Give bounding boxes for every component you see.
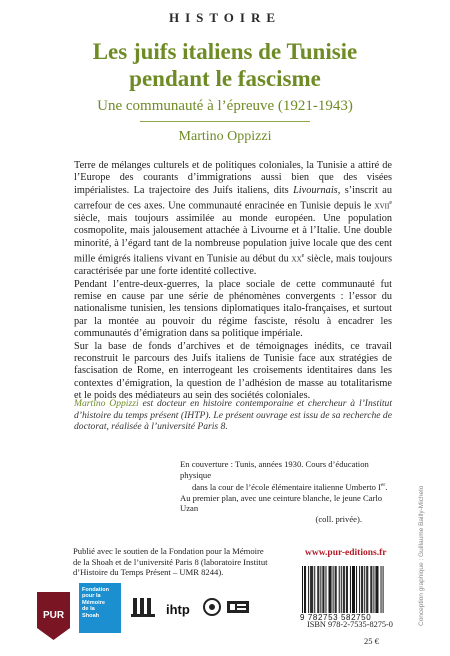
author-name: Martino Oppizzi xyxy=(178,129,272,144)
barcode-bar xyxy=(356,566,357,613)
description-paragraph-1: Terre de mélanges culturels et de politiques coloniales, la Tunisie a attiré de l’Europe des courants d’immigrations aussi bien que des visées impérialistes. La trajectoire des Juifs italiens, dits Livournais, s’inscrit au carrefour de ces axes. Une communauté enracinée en Tunisie depuis le xvii$^e$ siècle, mais toujours assimilée au monde européen. Une population cosmopolite, mais jalousement attachée à Livourne et à l’Italie. Une double minorité, à l’égard tant de la nombreuse population juive locale que des cent mille émigrés italiens vivant en Tunisie au début du $xx^e$ siècle, mais toujours caractérisée par une forte identité collective. xyxy=(74,160,392,278)
barcode-bar xyxy=(302,566,303,613)
barcode-bar xyxy=(347,566,348,613)
barcode-bar xyxy=(318,566,319,613)
barcode-bar xyxy=(322,566,323,613)
barcode-bar xyxy=(325,566,326,613)
barcode-bar xyxy=(377,566,378,613)
barcode-bar xyxy=(320,566,321,613)
barcode-bar xyxy=(362,566,363,613)
price: 25 € xyxy=(364,636,379,646)
barcode-bar xyxy=(314,566,315,613)
ihtp-logo: ihtp xyxy=(166,602,190,617)
pur-logo xyxy=(37,592,70,640)
cover-photo-credit: En couverture : Tunis, années 1930. Cours d’éducation physique dans la cour de l’école élémentaire italienne Umberto Ier. Au premier plan, avec une ceinture blanche, le jeune Carlo Uzan (coll. privée). xyxy=(180,459,388,524)
description-paragraph-3: Sur la base de fonds d’archives et de témoignages inédits, ce travail reconstruit le parcours des Juifs italiens de Tunisie face aux stratégies de fascisation de Rome, en interrogeant les croisements identitaires dans les contextes d’émigration, la question de l’adhésion de masse au totalitarisme et le poids des médiateurs au sein des sociétés coloniales. xyxy=(74,340,392,402)
barcode-bar xyxy=(335,566,336,613)
graphic-design-credit: Conception graphique : Guillaume Bailly-Michelo xyxy=(418,485,425,626)
cnrs-logo xyxy=(203,596,221,618)
barcode-bar xyxy=(329,566,330,613)
barcode xyxy=(300,566,386,613)
barcode-bar xyxy=(352,566,353,613)
bio-author-name: Martino Oppizzi xyxy=(74,398,139,409)
barcode-bar xyxy=(371,566,372,613)
funding-notice: Publié avec le soutien de la Fondation pour la Mémoire de la Shoah et de l’université Paris 8 (laboratoire Institut d’Histoire du Temps Présent – UMR 8244). xyxy=(73,546,268,578)
barcode-bar xyxy=(305,566,306,613)
author-bio: Martino Oppizzi est docteur en histoire contemporaine et chercheur à l’Institut d’histoire du temps présent (IHTP). Le présent ouvrage est issu de sa recherche de doctorat, réalisée à l’université Paris 8. xyxy=(74,398,392,433)
title-divider xyxy=(140,121,310,122)
svg-text:PUR: PUR xyxy=(42,610,65,621)
description-paragraph-2: Pendant l’entre-deux-guerres, la place sociale de cette communauté fut remise en cause par une série de phénomènes convergents : l’essor du nationalisme tunisien, les tensions diplomatiques italo-françaises, et surtout par la montée au pouvoir du régime fasciste, résolu à encadrer les communautés d’émigration dans sa politique impériale. xyxy=(74,278,392,340)
barcode-bar xyxy=(350,566,351,613)
barcode-bar xyxy=(339,566,340,613)
barcode-bar xyxy=(373,566,374,613)
barcode-bar xyxy=(375,566,376,613)
barcode-bar xyxy=(333,566,334,613)
barcode-bar xyxy=(361,566,362,613)
series-label: HISTOIRE xyxy=(168,10,282,25)
barcode-bar xyxy=(364,566,365,613)
isbn: ISBN 978-2-7535-8275-0 xyxy=(307,620,393,629)
barcode-bar xyxy=(376,566,377,613)
book-subtitle: Une communauté à l’épreuve (1921-1943) xyxy=(97,98,353,114)
barcode-bar xyxy=(317,566,318,613)
barcode-bar xyxy=(312,566,313,613)
barcode-bar xyxy=(367,566,368,613)
barcode-bar xyxy=(359,566,360,613)
university-logo xyxy=(131,596,155,618)
barcode-bar xyxy=(310,566,311,613)
barcode-bar xyxy=(336,566,337,613)
barcode-bar xyxy=(343,566,344,613)
livournais-term: Livournais xyxy=(293,184,338,196)
barcode-bar xyxy=(353,566,354,613)
barcode-bar xyxy=(383,566,384,613)
barcode-bar xyxy=(308,566,309,613)
barcode-bar xyxy=(323,566,324,613)
barcode-bar xyxy=(311,566,312,613)
barcode-bar xyxy=(341,566,342,613)
barcode-bar xyxy=(354,566,355,613)
back-cover-description xyxy=(74,160,392,403)
fondation-memoire-shoah-logo: Fondation pour la Mémoire de la Shoah xyxy=(79,583,121,633)
partner-logo xyxy=(227,596,249,618)
barcode-bar xyxy=(330,566,331,613)
book-title xyxy=(0,38,450,92)
barcode-bar xyxy=(344,566,345,613)
book-title-line-1: Les juifs italiens de Tunisie xyxy=(92,39,358,64)
publisher-website-link[interactable]: www.pur-editions.fr xyxy=(305,548,387,558)
barcode-bar xyxy=(331,566,332,613)
barcode-bar xyxy=(304,566,305,613)
barcode-bar xyxy=(366,566,367,613)
barcode-bar xyxy=(370,566,371,613)
barcode-number: 9 782753 582750 xyxy=(300,613,372,622)
book-title-line-2: pendant le fascisme xyxy=(129,66,321,91)
barcode-bar xyxy=(346,566,347,613)
barcode-bar xyxy=(381,566,382,613)
